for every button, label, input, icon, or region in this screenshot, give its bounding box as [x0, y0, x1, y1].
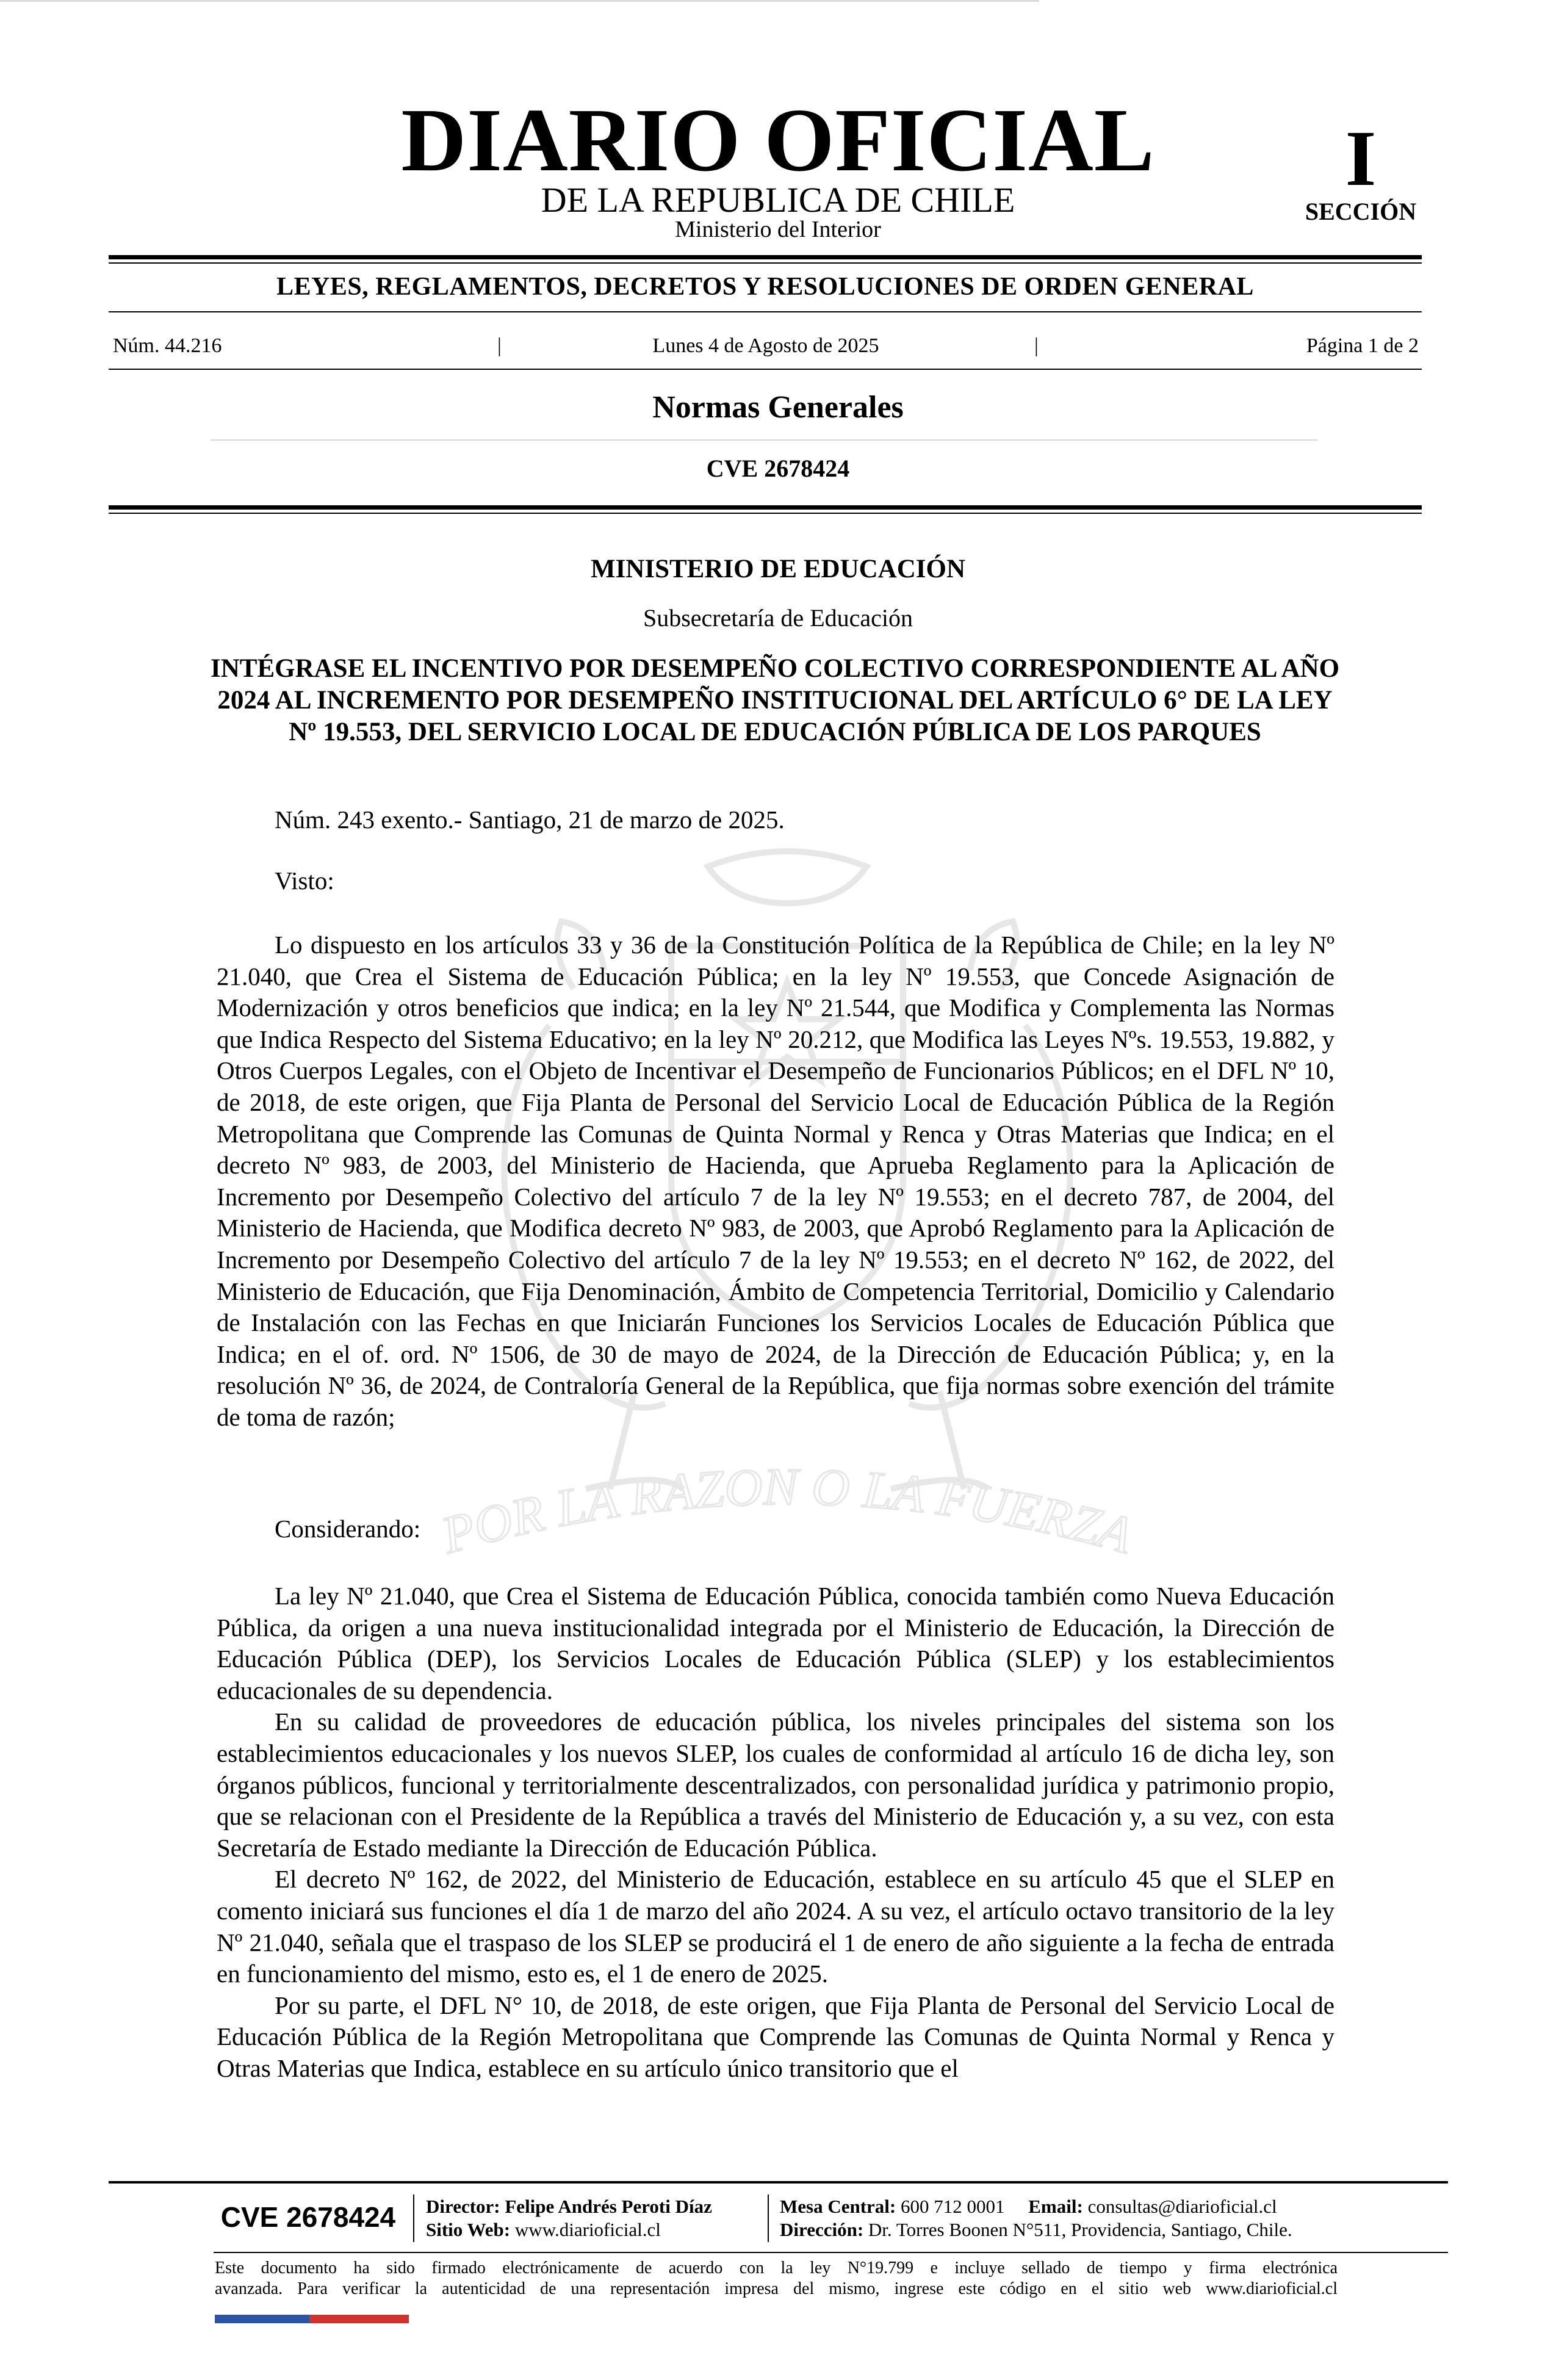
- ministry-heading: MINISTERIO DE EDUCACIÓN: [590, 555, 966, 583]
- subsecretaria-heading: Subsecretaría de Educación: [643, 604, 913, 632]
- mesa-label: Mesa Central:: [780, 2196, 896, 2217]
- header-divider: [109, 311, 1422, 312]
- email-label: Email:: [1028, 2196, 1083, 2217]
- considerando-paragraph: En su calidad de proveedores de educación pública, los niveles principales del sistema son los establecimientos educacionales y los nuevos SLEP, los cuales de conformidad al artículo 16 de dicha ley, son órganos públicos, funcional y territorialmente descentralizados, con personalidad jurídica y patrimonio propio, que se relacionan con el Presidente de la República a través del Ministerio de Educación y, a su vez, con esta Secretaría de Estado mediante la Dirección de Educación Pública.: [217, 1707, 1334, 1862]
- visto-label: Visto:: [275, 867, 334, 895]
- footer-divider: [109, 2181, 1448, 2183]
- footer-separator: [768, 2194, 769, 2242]
- flag-stripe-red: [309, 2315, 409, 2323]
- legal-notice-line-2: avanzada. Para verificar la autenticidad de una representación impresa del mismo, ingrese este código en el sitio web www.diarioficial.cl: [215, 2279, 1338, 2298]
- header-divider: [109, 262, 1422, 264]
- mesa-phone: 600 712 0001: [901, 2196, 1005, 2217]
- website-link[interactable]: www.diarioficial.cl: [514, 2219, 661, 2240]
- footer-contact: [780, 2196, 1277, 2218]
- website-label: Sitio Web:: [426, 2219, 511, 2240]
- issue-separator: |: [497, 334, 502, 357]
- director-name: Felipe Andrés Peroti Díaz: [505, 2196, 712, 2217]
- section-number: I: [1345, 115, 1377, 203]
- footer-address: [780, 2219, 1292, 2241]
- footer-website: [426, 2219, 661, 2241]
- issue-bar: [113, 331, 1419, 361]
- visto-section: [217, 929, 1334, 1433]
- cve-code: CVE 2678424: [706, 455, 850, 482]
- header-divider: [109, 513, 1422, 514]
- decree-number: Núm. 243 exento.- Santiago, 21 de marzo de 2025.: [275, 806, 785, 834]
- address-label: Dirección:: [780, 2219, 864, 2240]
- section-banner: LEYES, REGLAMENTOS, DECRETOS Y RESOLUCIONES DE ORDEN GENERAL: [276, 273, 1254, 301]
- legal-notice-line-1: Este documento ha sido firmado electrónicamente de acuerdo con la ley N°19.799 e incluye sellado de tiempo y firma electrónica: [215, 2259, 1338, 2277]
- newspaper-title: DIARIO OFICIAL: [401, 90, 1155, 190]
- director-label: Director:: [426, 2196, 500, 2217]
- considerando-paragraph: Por su parte, el DFL N° 10, de 2018, de este origen, que Fija Planta de Personal del Servicio Local de Educación Pública de la Región Metropolitana que Comprende las Comunas de Quinta Normal y Renca y Otras Materias que Indica, establece en su artículo único transitorio que el: [217, 1991, 1334, 2082]
- header-divider: [109, 255, 1422, 259]
- footer-separator: [413, 2194, 414, 2242]
- email-link[interactable]: consultas@diarioficial.cl: [1087, 2196, 1277, 2217]
- decree-title: INTÉGRASE EL INCENTIVO POR DESEMPEÑO COLECTIVO CORRESPONDIENTE AL AÑO 2024 AL INCREMENTO POR DESEMPEÑO INSTITUCIONAL DEL ARTÍCULO 6° DE LA LEY Nº 19.553, DEL SERVICIO LOCAL DE EDUCACIÓN PÚBLICA DE LOS PARQUES: [210, 654, 1340, 746]
- issue-number: Núm. 44.216: [113, 334, 222, 357]
- footer-cve-code: CVE 2678424: [220, 2201, 396, 2233]
- footer-divider: [214, 2252, 1448, 2253]
- considerando-paragraph: El decreto Nº 162, de 2022, del Ministerio de Educación, establece en su artículo 45 que el SLEP en comento iniciará sus funciones el día 1 de marzo del año 2024. A su vez, el artículo octavo transitorio de la ley Nº 21.040, señala que el traspaso de los SLEP se producirá el 1 de enero de año siguiente a la fecha de entrada en funcionamiento del mismo, esto es, el 1 de enero de 2025.: [217, 1865, 1334, 1988]
- category-divider: [211, 439, 1318, 441]
- address-text: Dr. Torres Boonen N°511, Providencia, Santiago, Chile.: [868, 2219, 1292, 2240]
- visto-heading: [217, 865, 1334, 897]
- newspaper-ministry: Ministerio del Interior: [675, 217, 881, 242]
- newspaper-subtitle: DE LA REPUBLICA DE CHILE: [541, 180, 1015, 220]
- issue-separator: |: [1034, 334, 1039, 357]
- considerando-label: Considerando:: [275, 1515, 421, 1543]
- considerando-section: [217, 1581, 1334, 2085]
- watermark-motto: POR LA RAZON O LA FUERZA: [435, 1457, 1139, 1565]
- issue-date: Lunes 4 de Agosto de 2025: [652, 334, 879, 357]
- page-indicator: Página 1 de 2: [1306, 334, 1419, 357]
- header-divider: [109, 505, 1422, 510]
- footer-director: [426, 2196, 712, 2218]
- considerando-heading: [217, 1513, 1334, 1545]
- decree-number-line: [217, 804, 1334, 836]
- header-divider: [109, 369, 1422, 370]
- considerando-paragraph: La ley Nº 21.040, que Crea el Sistema de Educación Pública, conocida también como Nueva Educación Pública, da origen a una nueva institucionalidad integrada por el Ministerio de Educación, la Dirección de Educación Pública (DEP), los Servicios Locales de Educación Pública (SLEP) y los establecimientos educacionales de su dependencia.: [217, 1582, 1334, 1704]
- flag-stripe-rule: [0, 0, 1039, 2]
- flag-stripe-blue: [215, 2315, 309, 2323]
- section-label: SECCIÓN: [1305, 198, 1417, 225]
- category-heading: Normas Generales: [652, 390, 904, 425]
- visto-paragraph: Lo dispuesto en los artículos 33 y 36 de la Constitución Política de la República de Chile; en la ley Nº 21.040, que Crea el Sistema de Educación Pública; en la ley Nº 19.553, que Concede Asignación de Modernización y otros beneficios que indica; en la ley Nº 21.544, que Modifica y Complementa las Normas que Indica Respecto del Sistema Educativo; en la ley Nº 20.212, que Modifica las Leyes Nºs. 19.553, 19.882, y Otros Cuerpos Legales, con el Objeto de Incentivar el Desempeño de Funcionarios Públicos; en el DFL Nº 10, de 2018, de este origen, que Fija Planta de Personal del Servicio Local de Educación Pública de la Región Metropolitana que Comprende las Comunas de Quinta Normal y Renca y Otras Materias que Indica; en el decreto Nº 983, de 2003, del Ministerio de Hacienda, que Aprueba Reglamento para la Aplicación de Incremento por Desempeño Colectivo del artículo 7 de la ley Nº 19.553; en el decreto 787, de 2004, del Ministerio de Hacienda, que Modifica decreto Nº 983, de 2003, que Aprobó Reglamento para la Aplicación de Incremento por Desempeño Colectivo del artículo 7 de la ley Nº 19.553; en el decreto Nº 162, de 2022, del Ministerio de Educación, que Fija Denominación, Ámbito de Competencia Territorial, Domicilio y Calendario de Instalación con las Fechas en que Iniciarán Funciones los Servicios Locales de Educación Pública que Indica; en el of. ord. Nº 1506, de 30 de mayo de 2024, de la Dirección de Educación Pública; y, en la resolución Nº 36, de 2024, de Contraloría General de la República, que fija normas sobre exención del trámite de toma de razón;: [217, 931, 1334, 1431]
